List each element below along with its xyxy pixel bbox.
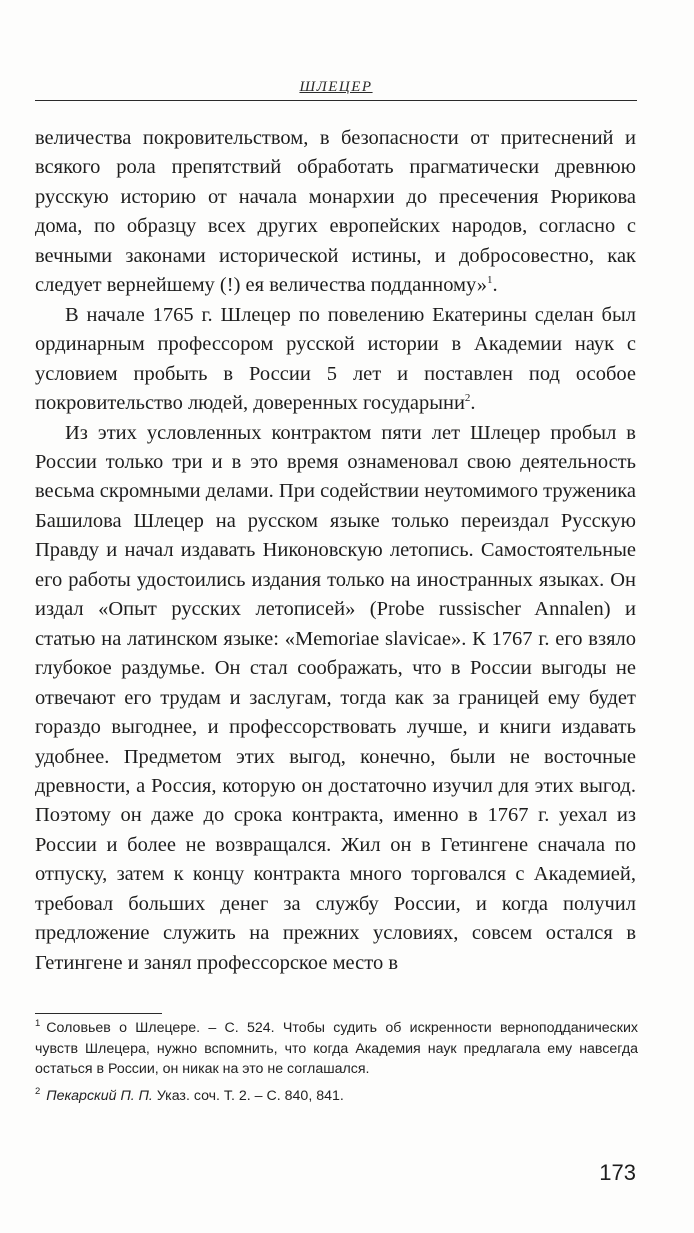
paragraph-text: В начале 1765 г. Шлецер по повелению Екатерины сделан был ординарным профессором русской истории в Академии наук с условием пробыть в России 5 лет и поставлен под особое покровительство людей, доверенных государыни	[35, 303, 636, 415]
footnote-reference: 2	[464, 392, 471, 405]
footnote-author: Пекарский П. П.	[46, 1087, 153, 1104]
paragraph-text: Из этих условленных контрактом пяти лет Шлецер пробыл в России только три и в это время ознаменовал свою деятельность весьма скромными делами. При содействии неутомимого труженика Башилова Шлецер на русском языке только переиздал Русскую Правду и начал издавать Никоновскую летопись. Самостоятельные его работы удостоились издания только на иностранных языках. Он издал «Опыт русских летописей» (Probe russischer Annalen) и статью на латинском языке: «Memoriae slavicae». К 1767 г. его взяло глубокое раздумье. Он стал соображать, что в России выгоды не отвечают его трудам и заслугам, тогда как за границей ему будет гораздо выгоднее, и профессорствовать лучше, и книги издавать удобнее. Предметом этих выгод, конечно, были не восточные древности, а Россия, которую он достаточно изучил для этих выгод. Поэтому он даже до срока контракта, именно в 1767 г. уехал из России и более не возвращался. Жил он в Гетингене сначала по отпуску, затем к концу контракта много торговался с Академией, требовал больших денег за службу России, и когда получил предложение служить на прежних условиях, совсем остался в Гетингене и занял профессорское место в	[35, 421, 636, 974]
page-number: 173	[599, 1160, 636, 1185]
paragraph-tail: .	[470, 392, 476, 415]
paragraph	[35, 301, 636, 419]
running-head-title: ШЛЕЦЕР	[299, 79, 373, 95]
paragraph	[35, 419, 636, 979]
main-text	[35, 124, 636, 978]
footnote-text: Соловьев о Шлецере. – С. 524. Чтобы судить об искренности верноподданических чувств Шлецера, нужно вспомнить, что когда Академия наук предлагала ему навсегда остаться в России, он никак на это не соглашался.	[35, 1020, 638, 1078]
footnote-separator	[35, 1013, 162, 1014]
footnote-number: 2	[35, 1086, 41, 1098]
footnote	[35, 1018, 638, 1080]
footnote-text: Указ. соч. Т. 2. – С. 840, 841.	[156, 1087, 344, 1104]
footnote-number: 1	[35, 1018, 41, 1030]
paragraph-text: величества покровительством, в безопасности от притеснений и всякого рола препятствий обработать прагматически древнюю русскую историю от начала монархии до пресечения Рюрикова дома, по образцу всех других европейских народов, согласно с вечными законами исторической истины, и добросовестно, как следует вернейшему (!) ея величества подданному»	[35, 127, 636, 297]
running-head	[35, 74, 637, 101]
footnote-reference: 1	[487, 274, 493, 287]
footnotes	[35, 1018, 638, 1106]
footnote	[35, 1086, 638, 1107]
paragraph: величества покровительством, в безопасности от притеснений и всякого рола препятствий обработать прагматически древнюю русскую историю от начала монархии до пресечения Рюрикова дома, по образцу всех других европейских народов, согласно с вечными законами исторической истины, и добросовестно, как следует вернейшему (!) ея величества подданному»$^1$.	[35, 127, 636, 297]
